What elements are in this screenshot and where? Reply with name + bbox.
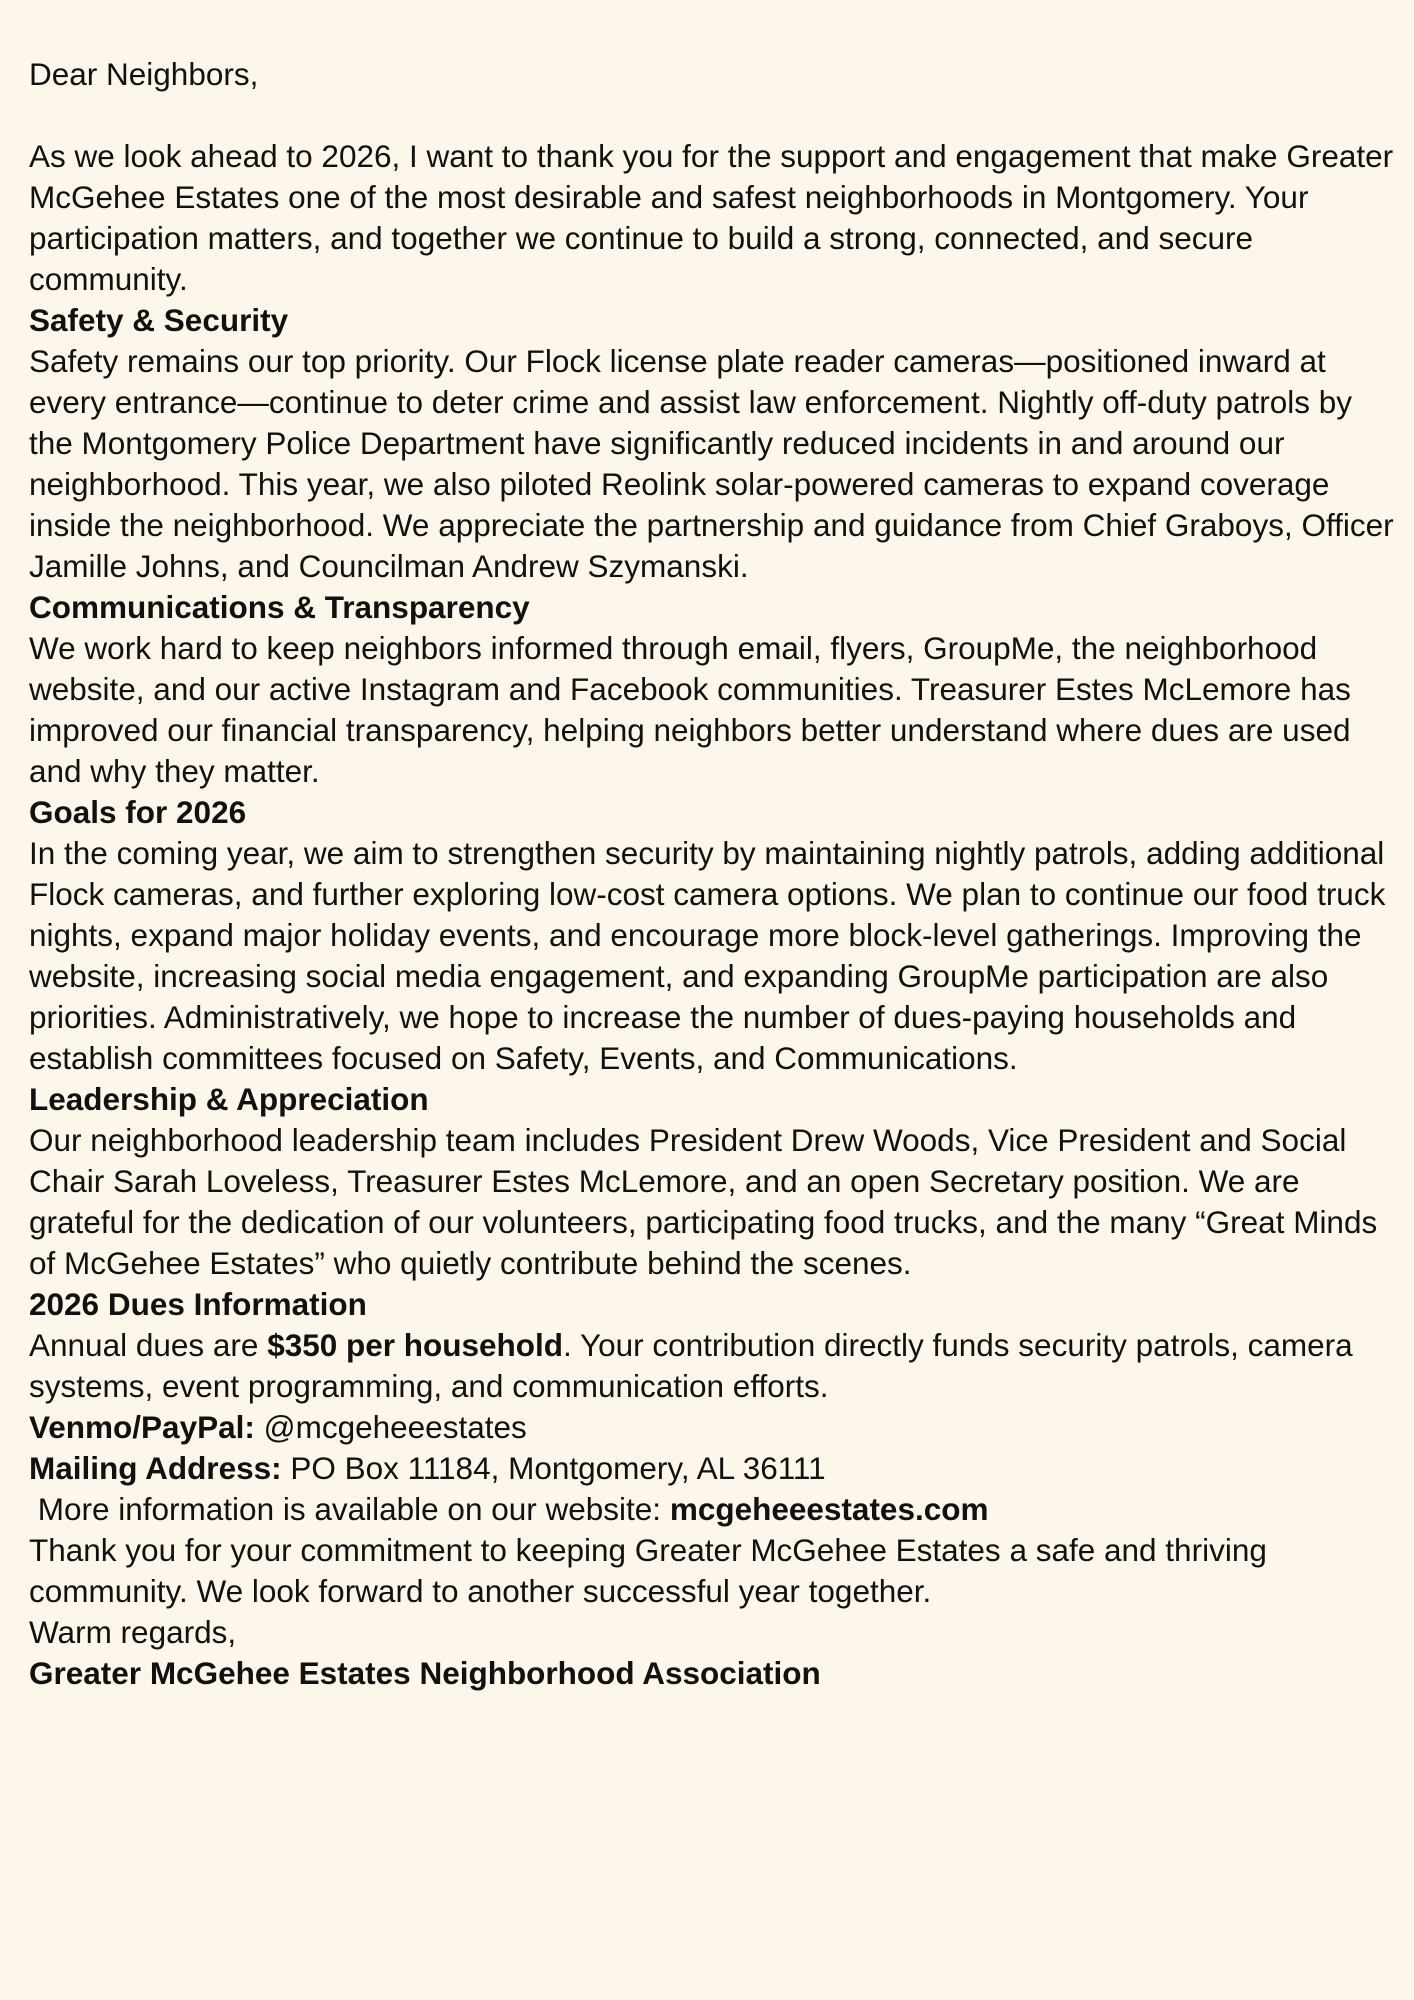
- dues-text-prefix: Annual dues are: [29, 1327, 268, 1363]
- dues-text-suffix: . Your contribution directly funds security patrols, camera systems, event programming, and communication efforts.: [29, 1327, 1353, 1404]
- mailing-label: Mailing Address:: [29, 1450, 282, 1486]
- signoff: Warm regards,: [29, 1614, 237, 1650]
- safety-paragraph: Safety remains our top priority. Our Flock license plate reader cameras—positioned inward at every entrance—continue to deter crime and assist law enforcement. Nightly off-duty patrols by the Montgomery Police Department have significantly reduced incidents in and around our neighborhood. This year, we also piloted Reolink solar-powered cameras to expand coverage inside the neighborhood. We appreciate the partnership and guidance from Chief Graboys, Officer Jamille Johns, and Councilman Andrew Szymanski.: [29, 343, 1394, 584]
- intro-paragraph: As we look ahead to 2026, I want to thank you for the support and engagement that make Greater McGehee Estates one of the most desirable and safest neighborhoods in Montgomery. Your participation matters, and together we continue to build a strong, connected, and secure community.: [29, 138, 1394, 297]
- communications-heading: Communications & Transparency: [29, 589, 530, 625]
- dues-amount: $350 per household: [267, 1327, 564, 1363]
- letter: [29, 54, 1399, 1694]
- greeting: Dear Neighbors,: [29, 56, 259, 92]
- mailing-line: [29, 1448, 1399, 1489]
- safety-heading: Safety & Security: [29, 302, 289, 338]
- venmo-handle: @mcgeheeestates: [254, 1409, 527, 1445]
- website-text: More information is available on our website:: [29, 1491, 670, 1527]
- goals-heading: Goals for 2026: [29, 794, 247, 830]
- venmo-label: Venmo/PayPal:: [29, 1409, 255, 1445]
- leadership-paragraph: Our neighborhood leadership team includes President Drew Woods, Vice President and Social Chair Sarah Loveless, Treasurer Estes McLemore, and an open Secretary position. We are grateful for the dedication of our volunteers, participating food trucks, and the many “Great Minds of McGehee Estates” who quietly contribute behind the scenes.: [29, 1122, 1378, 1281]
- signature: Greater McGehee Estates Neighborhood Association: [29, 1655, 821, 1691]
- goals-paragraph: In the coming year, we aim to strengthen security by maintaining nightly patrols, adding additional Flock cameras, and further exploring low-cost camera options. We plan to continue our food truck nights, expand major holiday events, and encourage more block-level gatherings. Improving the website, increasing social media engagement, and expanding GroupMe participation are also priorities. Administratively, we hope to increase the number of dues-paying households and establish committees focused on Safety, Events, and Communications.: [29, 835, 1386, 1076]
- dues-heading: 2026 Dues Information: [29, 1286, 367, 1322]
- venmo-line: [29, 1407, 1399, 1448]
- communications-paragraph: We work hard to keep neighbors informed through email, flyers, GroupMe, the neighborhood website, and our active Instagram and Facebook communities. Treasurer Estes McLemore has improved our financial transparency, helping neighbors better understand where dues are used and why they matter.: [29, 630, 1351, 789]
- paragraph-spacer: [29, 95, 1399, 136]
- dues-paragraph: [29, 1325, 1399, 1407]
- leadership-heading: Leadership & Appreciation: [29, 1081, 429, 1117]
- website-line: [29, 1489, 1399, 1530]
- mailing-address: PO Box 11184, Montgomery, AL 36111: [281, 1450, 826, 1486]
- closing-paragraph: Thank you for your commitment to keeping Greater McGehee Estates a safe and thriving community. We look forward to another successful year together.: [29, 1532, 1267, 1609]
- website-link[interactable]: mcgeheeestates.com: [669, 1491, 989, 1527]
